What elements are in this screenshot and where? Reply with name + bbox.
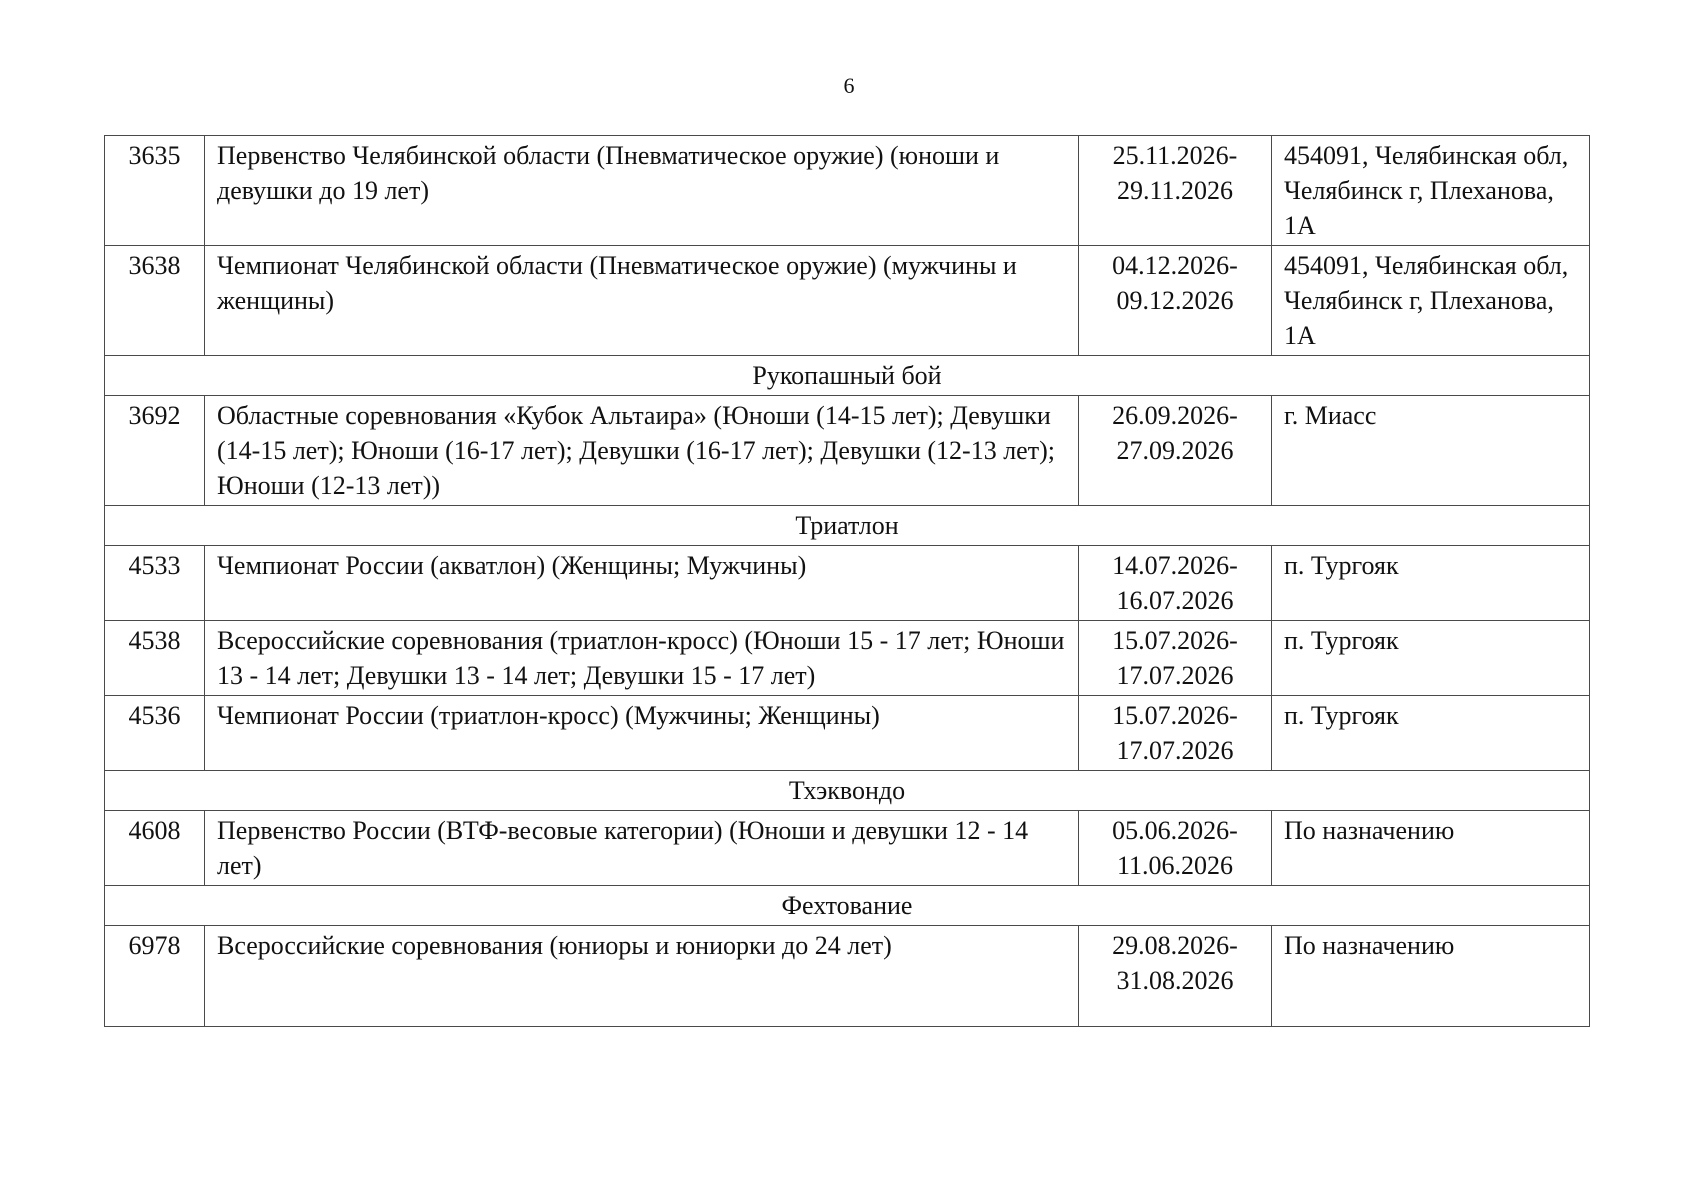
date-start: 04.12.2026- <box>1112 251 1238 280</box>
table-row <box>105 621 1590 696</box>
page-number: 6 <box>843 73 855 98</box>
event-name: Чемпионат Челябинской области (Пневматическое оружие) (мужчины и женщины) <box>205 246 1079 356</box>
event-dates <box>1079 696 1272 771</box>
event-place: п. Тургояк <box>1272 546 1590 621</box>
date-end: 09.12.2026 <box>1116 286 1234 315</box>
event-place: 454091, Челябинская обл, Челябинск г, Плеханова, 1А <box>1272 136 1590 246</box>
table-row <box>105 396 1590 506</box>
event-name: Всероссийские соревнования (триатлон-кросс) (Юноши 15 - 17 лет; Юноши 13 - 14 лет; Девушки 13 - 14 лет; Девушки 15 - 17 лет) <box>205 621 1079 696</box>
table-row <box>105 926 1590 1027</box>
table-row <box>105 546 1590 621</box>
date-start: 25.11.2026- <box>1112 141 1238 170</box>
date-start: 15.07.2026- <box>1112 626 1238 655</box>
events-table <box>104 135 1590 1027</box>
event-place: п. Тургояк <box>1272 621 1590 696</box>
event-dates <box>1079 926 1272 1027</box>
event-name: Первенство России (ВТФ-весовые категории) (Юноши и девушки 12 - 14 лет) <box>205 811 1079 886</box>
event-number: 6978 <box>105 926 205 1027</box>
event-dates <box>1079 621 1272 696</box>
date-start: 05.06.2026- <box>1112 816 1238 845</box>
event-dates <box>1079 811 1272 886</box>
event-number: 3635 <box>105 136 205 246</box>
event-number: 4538 <box>105 621 205 696</box>
table-row <box>105 136 1590 246</box>
date-end: 27.09.2026 <box>1116 436 1234 465</box>
date-end: 31.08.2026 <box>1116 966 1234 995</box>
date-start: 14.07.2026- <box>1112 551 1238 580</box>
section-title: Рукопашный бой <box>105 356 1590 396</box>
event-name: Чемпионат России (акватлон) (Женщины; Мужчины) <box>205 546 1079 621</box>
event-number: 4608 <box>105 811 205 886</box>
section-title: Триатлон <box>105 506 1590 546</box>
event-dates <box>1079 246 1272 356</box>
event-name: Областные соревнования «Кубок Альтаира» (Юноши (14-15 лет); Девушки (14-15 лет); Юноши (16-17 лет); Девушки (16-17 лет); Девушки (12-13 лет); Юноши (12-13 лет)) <box>205 396 1079 506</box>
date-start: 26.09.2026- <box>1112 401 1238 430</box>
date-end: 17.07.2026 <box>1116 661 1234 690</box>
event-name: Чемпионат России (триатлон-кросс) (Мужчины; Женщины) <box>205 696 1079 771</box>
section-title: Фехтование <box>105 886 1590 926</box>
event-dates <box>1079 136 1272 246</box>
date-end: 16.07.2026 <box>1116 586 1234 615</box>
event-number: 3692 <box>105 396 205 506</box>
event-number: 4533 <box>105 546 205 621</box>
date-end: 11.06.2026 <box>1116 851 1234 880</box>
event-number: 3638 <box>105 246 205 356</box>
event-dates <box>1079 396 1272 506</box>
date-start: 29.08.2026- <box>1112 931 1238 960</box>
section-title: Тхэквондо <box>105 771 1590 811</box>
section-row <box>105 771 1590 811</box>
date-end: 29.11.2026 <box>1116 176 1234 205</box>
event-place: По назначению <box>1272 926 1590 1027</box>
event-place: п. Тургояк <box>1272 696 1590 771</box>
event-place: По назначению <box>1272 811 1590 886</box>
event-name: Всероссийские соревнования (юниоры и юниорки до 24 лет) <box>205 926 1079 1027</box>
section-row <box>105 356 1590 396</box>
date-end: 17.07.2026 <box>1116 736 1234 765</box>
event-dates <box>1079 546 1272 621</box>
section-row <box>105 886 1590 926</box>
table-row <box>105 246 1590 356</box>
table-row <box>105 811 1590 886</box>
event-number: 4536 <box>105 696 205 771</box>
event-place: 454091, Челябинская обл, Челябинск г, Плеханова, 1А <box>1272 246 1590 356</box>
event-place: г. Миасс <box>1272 396 1590 506</box>
event-name: Первенство Челябинской области (Пневматическое оружие) (юноши и девушки до 19 лет) <box>205 136 1079 246</box>
section-row <box>105 506 1590 546</box>
table-row <box>105 696 1590 771</box>
date-start: 15.07.2026- <box>1112 701 1238 730</box>
